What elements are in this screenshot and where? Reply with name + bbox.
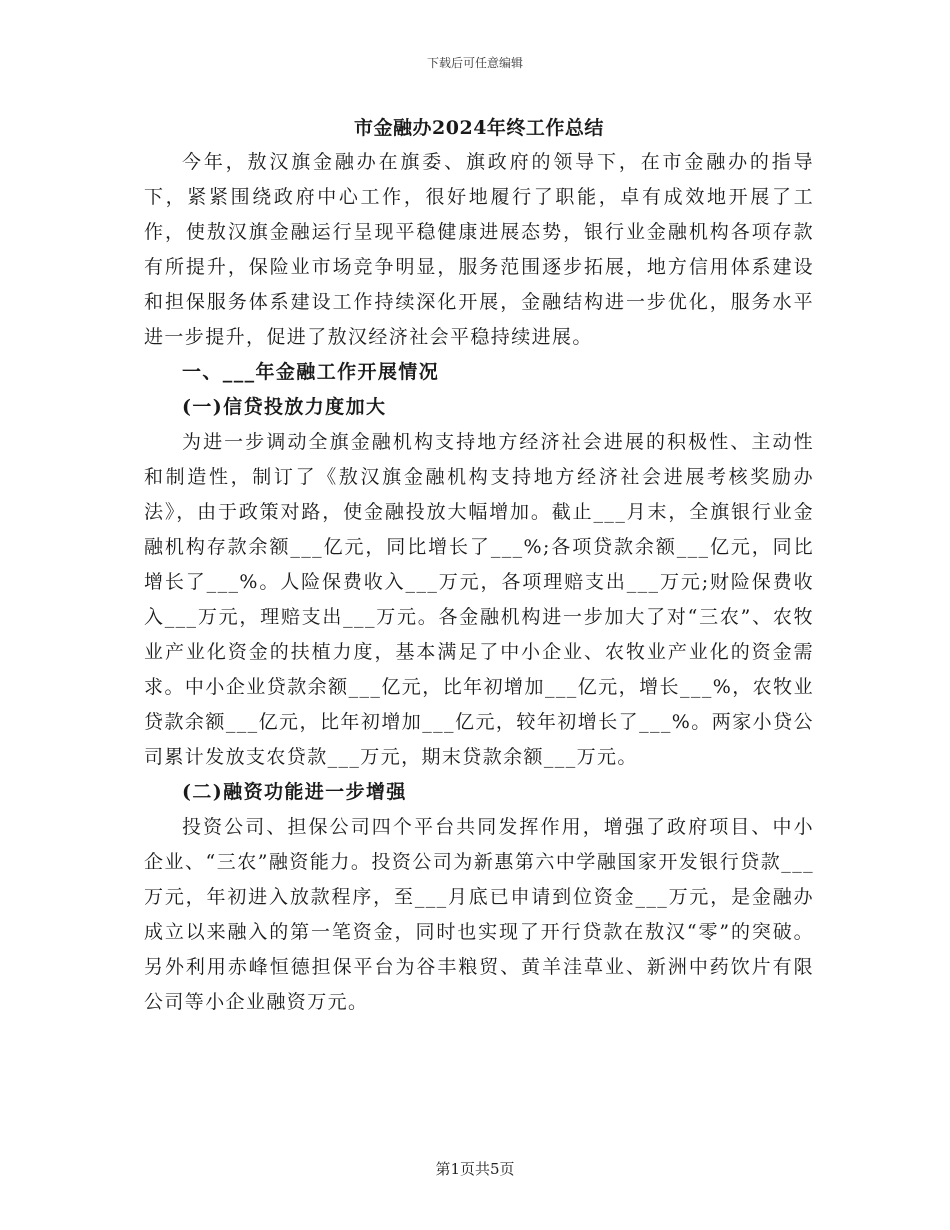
subheading-credit: (一)信贷投放力度加大 xyxy=(182,396,387,418)
document-body xyxy=(144,113,814,1020)
financing-paragraph: 投资公司、担保公司四个平台共同发挥作用，增强了政府项目、中小企业、“三农”融资能力。投资公司为新惠第六中学融国家开发银行贷款___万元，年初进入放款程序，至___月底已申请到位资金___万元，是金融办成立以来融入的第一笔资金，同时也实现了开行贷款在敖汉“零”的突破。另外利用赤峰恒德担保平台为谷丰粮贸、黄羊洼草业、新洲中药饮片有限公司等小企业融资万元。 xyxy=(144,816,814,1013)
section-heading-1: 一、___年金融工作开展情况 xyxy=(182,361,440,383)
credit-paragraph: 为进一步调动全旗金融机构支持地方经济社会进展的积极性、主动性和制造性，制订了《敖汉旗金融机构支持地方经济社会进展考核奖励办法》，由于政策对路，使金融投放大幅增加。截止___月末，全旗银行业金融机构存款余额___亿元，同比增长了___%;各项贷款余额___亿元，同比增长了___%。人险保费收入___万元，各项理赔支出___万元;财险保费收入___万元，理赔支出___万元。各金融机构进一步加大了对“三农”、农牧业产业化资金的扶植力度，基本满足了中小企业、农牧业产业化的资金需求。中小企业贷款余额___亿元，比年初增加___亿元，增长___%，农牧业贷款余额___亿元，比年初增加___亿元，较年初增长了___%。两家小贷公司累计发放支农贷款___万元，期末贷款余额___万元。 xyxy=(144,431,814,768)
intro-paragraph: 今年，敖汉旗金融办在旗委、旗政府的领导下，在市金融办的指导下，紧紧围绕政府中心工作，很好地履行了职能，卓有成效地开展了工作，使敖汉旗金融运行呈现平稳健康进展态势，银行业金融机构各项存款有所提升，保险业市场竞争明显，服务范围逐步拓展，地方信用体系建设和担保服务体系建设工作持续深化开展，金融结构进一步优化，服务水平进一步提升，促进了敖汉经济社会平稳持续进展。 xyxy=(144,151,814,348)
header-note: 下载后可任意编辑 xyxy=(426,56,523,70)
page-number-footer: 第1页共5页 xyxy=(435,1160,515,1178)
subheading-financing: (二)融资功能进一步增强 xyxy=(182,781,407,803)
document-title: 市金融办2024年终工作总结 xyxy=(354,117,604,139)
